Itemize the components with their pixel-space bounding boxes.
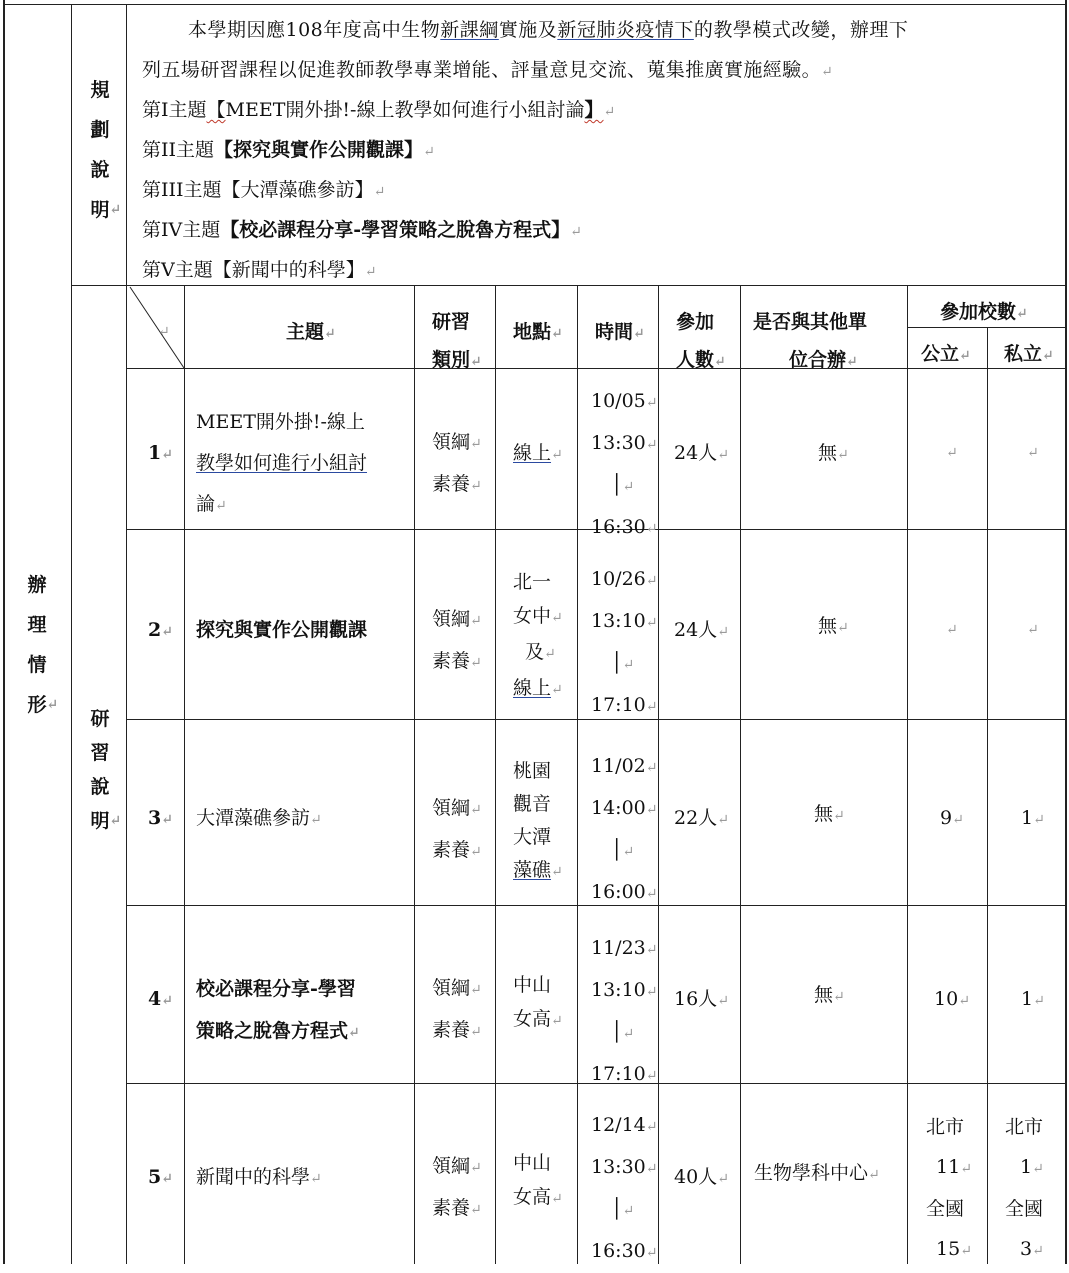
row3-num: 3↵ bbox=[148, 807, 173, 829]
row2-topic bbox=[196, 620, 367, 640]
row5-joint: 生物學科中心↵ bbox=[754, 1162, 880, 1184]
left-label-char: 理 bbox=[27, 614, 47, 636]
row5-place: 中山 女高↵ bbox=[513, 1152, 563, 1208]
row1-time: 10/05↵ 13:30↵ │↵ 16:30↵ bbox=[591, 390, 658, 538]
row3-topic: 大潭藻礁參訪↵ bbox=[196, 807, 322, 829]
table-border-top bbox=[3, 4, 1067, 5]
row1-place: 線上↵ bbox=[513, 442, 563, 464]
topic-line-2: 第II主題【探究與實作公開觀課】↵ bbox=[142, 139, 435, 161]
row5-topic: 新聞中的科學↵ bbox=[196, 1166, 322, 1188]
row5-type: 領綱↵ 素養↵ bbox=[432, 1155, 482, 1219]
inner-col-line-d bbox=[577, 285, 578, 1264]
inner-col-line-h bbox=[987, 327, 988, 1264]
topic-line-5: 第V主題【新聞中的科學】↵ bbox=[142, 259, 377, 281]
diag-mark: ↵ bbox=[158, 324, 170, 340]
header-public: 公立↵ bbox=[921, 343, 971, 365]
row1-count: 24人↵ bbox=[674, 442, 729, 464]
row3-public: 9↵ bbox=[940, 807, 964, 829]
row1-type: 領綱↵ 素養↵ bbox=[432, 431, 482, 495]
row3-count: 22人↵ bbox=[674, 807, 729, 829]
left-label-char: 形 ↵ bbox=[27, 694, 59, 716]
topic-line-3: 第III主題【大潭藻礁參訪】↵ bbox=[142, 179, 386, 201]
row4-place: 中山 女高↵ bbox=[513, 974, 563, 1030]
left-label-char: 辦 bbox=[27, 574, 47, 596]
inner-col-line-c bbox=[495, 285, 496, 1264]
row3-joint: 無↵ bbox=[814, 803, 845, 825]
row1-topic: MEET開外掛!-線上 教學如何進行小組討 論↵ bbox=[196, 411, 368, 515]
left-label-char: 情 bbox=[27, 654, 47, 676]
inner-col-line-a bbox=[184, 285, 185, 1264]
header-time: 時間↵ bbox=[595, 321, 645, 343]
row2-place: 北一 女中↵ 及↵ 線上↵ bbox=[513, 571, 563, 699]
row4-joint: 無↵ bbox=[814, 984, 845, 1006]
row5-public: 北市 11↵ 全國 15↵ bbox=[926, 1116, 972, 1260]
row4-num: 4↵ bbox=[148, 988, 173, 1010]
header-schools: 參加校數↵ bbox=[940, 301, 1028, 323]
row2-joint: 無↵ bbox=[818, 615, 849, 637]
header-count: 參加 人數↵ bbox=[676, 311, 726, 371]
plan-label: 規 劃 說 明 ↵ bbox=[90, 79, 122, 221]
header-topic: 主題↵ bbox=[286, 321, 336, 343]
col-line-2 bbox=[126, 4, 127, 1264]
row4-time: 11/23↵ 13:10↵ │↵ 17:10↵ bbox=[591, 937, 658, 1085]
intro-line-2: 列五場研習課程以促進教師教學專業增能、評量意見交流、蒐集推廣實施經驗。↵ bbox=[142, 59, 834, 81]
row2-private-mark: ↵ bbox=[1027, 622, 1039, 638]
row2-type: 領綱↵ 素養↵ bbox=[432, 608, 482, 672]
row2-num: 2↵ bbox=[148, 619, 173, 641]
row1-num: 1↵ bbox=[148, 442, 173, 464]
study-label: 研 習 說 明 ↵ bbox=[90, 708, 122, 832]
row3-private: 1↵ bbox=[1021, 807, 1045, 829]
row2-count: 24人↵ bbox=[674, 619, 729, 641]
row-line-header bbox=[126, 368, 1067, 369]
row1-private-mark: ↵ bbox=[1027, 445, 1039, 461]
schools-subheader-line bbox=[907, 327, 1067, 328]
inner-col-line-e bbox=[658, 285, 659, 1264]
inner-col-line-b bbox=[414, 285, 415, 1264]
inner-col-line-g bbox=[907, 285, 908, 1264]
row2-public-mark: ↵ bbox=[946, 622, 958, 638]
header-place: 地點↵ bbox=[513, 321, 563, 343]
diagonal-header-cell bbox=[126, 285, 184, 368]
row5-count: 40人↵ bbox=[674, 1166, 729, 1188]
row3-place: 桃園 觀音 大潭 藻礁↵ bbox=[513, 760, 563, 881]
section-divider bbox=[71, 285, 1067, 286]
topic-line-1: 第I主題【MEET開外掛!-線上教學如何進行小組討論】↵ bbox=[142, 99, 616, 121]
row4-type: 領綱↵ 素養↵ bbox=[432, 977, 482, 1041]
row4-count: 16人↵ bbox=[674, 988, 729, 1010]
row3-time: 11/02↵ 14:00↵ │↵ 16:00↵ bbox=[591, 755, 658, 903]
row4-public: 10↵ bbox=[934, 988, 970, 1010]
inner-col-line-f bbox=[740, 285, 741, 1264]
row1-public-mark: ↵ bbox=[946, 445, 958, 461]
intro-line-1: 本學期因應108年度高中生物新課綱實施及新冠肺炎疫情下的教學模式改變，辦理下 bbox=[188, 19, 909, 41]
header-joint: 是否與其他單 位合辦↵ bbox=[753, 311, 868, 371]
col-line-1 bbox=[71, 4, 72, 1264]
row2-time: 10/26↵ 13:10↵ │↵ 17:10↵ bbox=[591, 568, 658, 716]
row4-topic: 校必課程分享-學習 策略之脫魯方程式↵ bbox=[196, 978, 360, 1042]
row5-private: 北市 1↵ 全國 3↵ bbox=[1005, 1116, 1044, 1260]
row3-type: 領綱↵ 素養↵ bbox=[432, 797, 482, 861]
topic-line-4: 第IV主題【校必課程分享-學習策略之脫魯方程式】↵ bbox=[142, 219, 582, 241]
row5-time: 12/14↵ 13:30↵ │↵ 16:30↵ bbox=[591, 1114, 658, 1262]
row5-num: 5↵ bbox=[148, 1166, 173, 1188]
row4-private: 1↵ bbox=[1021, 988, 1045, 1010]
table-border-left bbox=[3, 0, 5, 1264]
header-private: 私立↵ bbox=[1004, 343, 1054, 365]
row1-joint: 無↵ bbox=[818, 442, 849, 464]
row2-topic-text: 探究與實作公開觀課 bbox=[196, 619, 368, 641]
table-border-right bbox=[1065, 0, 1067, 1264]
left-label-handling bbox=[25, 565, 59, 725]
header-type: 研習 類別↵ bbox=[432, 311, 482, 371]
